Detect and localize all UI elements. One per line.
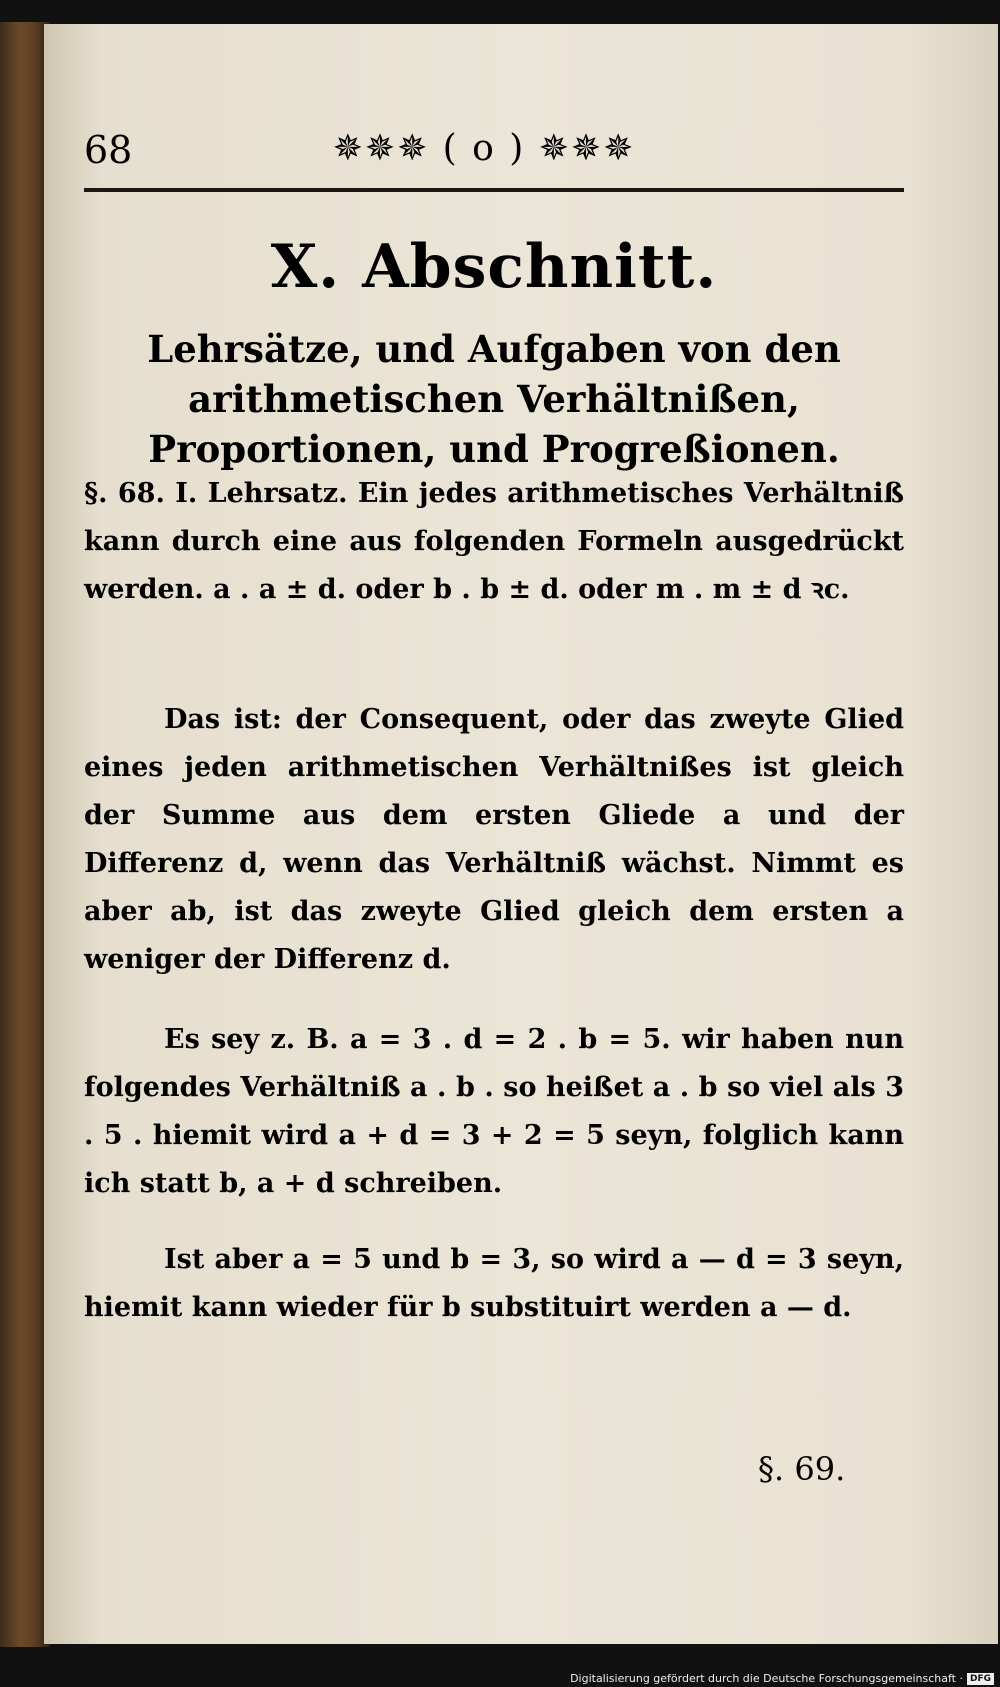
footer-credit: Digitalisierung gefördert durch die Deutsche Forschungsgemeinschaft ·: [570, 1672, 963, 1685]
explanation-paragraph: Das ist: der Consequent, oder das zweyte Glied eines jeden arithmetischen Verhältnißes ist gleich der Summe aus dem ersten Gliede a und der Differenz d, wenn das Verhältniß wächst. Nimmt es aber ab, ist das zweyte Glied gleich dem ersten a weniger der Differenz d.: [84, 704, 904, 975]
header-rule: [84, 188, 904, 192]
example-paragraph: Es sey z. B. a = 3 . d = 2 . b = 5. wir haben nun folgendes Verhältniß a . b . so heißet a . b so viel als 3 . 5 . hiemit wird a + d = 3 + 2 = 5 seyn, folglich kann ich statt b, a + d schreiben.: [84, 1024, 904, 1199]
page-header: [84, 128, 904, 178]
header-ornament: ✵✵✵ ( o ) ✵✵✵: [332, 128, 636, 169]
catchword: §. 69.: [758, 1450, 846, 1488]
chapter-title: X. Abschnitt.: [270, 232, 718, 302]
dfg-logo: DFG: [967, 1673, 994, 1685]
theorem-paragraph: §. 68. I. Lehrsatz. Ein jedes arithmetisches Verhältniß kann durch eine aus folgenden Formeln ausgedrückt werden. a . a ± d. oder b . b ± d. oder m . m ± d ꝛc.: [84, 478, 904, 605]
chapter-subtitle: Lehrsätze, und Aufgaben von den arithmetischen Verhältnißen, Proportionen, und Progreßionen.: [147, 327, 841, 471]
book-edge: [0, 22, 50, 1647]
page-number: 68: [84, 128, 133, 172]
digitization-footer: [570, 1672, 994, 1685]
second-example-paragraph: Ist aber a = 5 und b = 3, so wird a — d = 3 seyn, hiemit kann wieder für b substituirt werden a — d.: [84, 1244, 904, 1323]
